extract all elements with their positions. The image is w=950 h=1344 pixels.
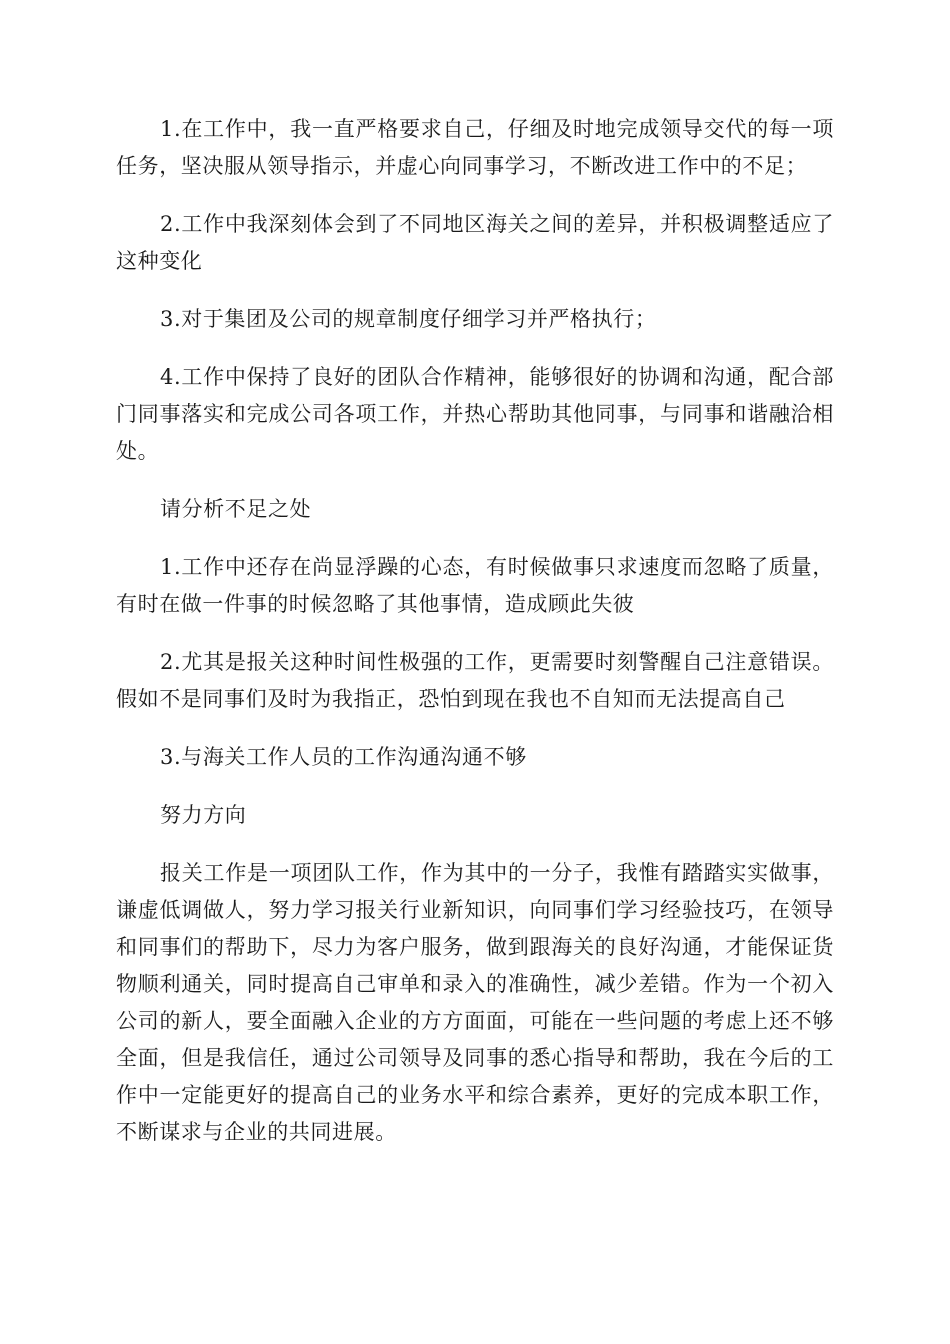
paragraph-strength-2: 2.工作中我深刻体会到了不同地区海关之间的差异，并积极调整适应了这种变化: [116, 212, 834, 273]
section-heading-direction: 努力方向: [160, 803, 247, 827]
document-body: [116, 111, 834, 1172]
paragraph-strength-3: 3.对于集团及公司的规章制度仔细学习并严格执行；: [160, 307, 657, 331]
paragraph-shortcoming-3: 3.与海关工作人员的工作沟通沟通不够: [160, 745, 527, 769]
paragraph-shortcoming-2: 2.尤其是报关这种时间性极强的工作，更需要时刻警醒自己注意错误。假如不是同事们及时为我指正，恐怕到现在我也不自知而无法提高自己: [116, 650, 834, 711]
paragraph-strength-1: 1.在工作中，我一直严格要求自己，仔细及时地完成领导交代的每一项任务，坚决服从领导指示，并虚心向同事学习，不断改进工作中的不足；: [116, 117, 834, 178]
section-heading-shortcomings: 请分析不足之处: [160, 497, 312, 521]
paragraph-direction: 报关工作是一项团队工作，作为其中的一分子，我惟有踏踏实实做事，谦虚低调做人，努力学习报关行业新知识，向同事们学习经验技巧，在领导和同事们的帮助下，尽力为客户服务，做到跟海关的良好沟通，才能保证货物顺利通关，同时提高自己审单和录入的准确性，减少差错。作为一个初入公司的新人，要全面融入企业的方方面面，可能在一些问题的考虑上还不够全面，但是我信任，通过公司领导及同事的悉心指导和帮助，我在今后的工作中一定能更好的提高自己的业务水平和综合素养，更好的完成本职工作，不断谋求与企业的共同进展。: [116, 861, 834, 1144]
paragraph-shortcoming-1: 1.工作中还存在尚显浮躁的心态，有时候做事只求速度而忽略了质量，有时在做一件事的时候忽略了其他事情，造成顾此失彼: [116, 555, 834, 616]
paragraph-strength-4: 4.工作中保持了良好的团队合作精神，能够很好的协调和沟通，配合部门同事落实和完成公司各项工作，并热心帮助其他同事，与同事和谐融洽相处。: [116, 365, 834, 463]
